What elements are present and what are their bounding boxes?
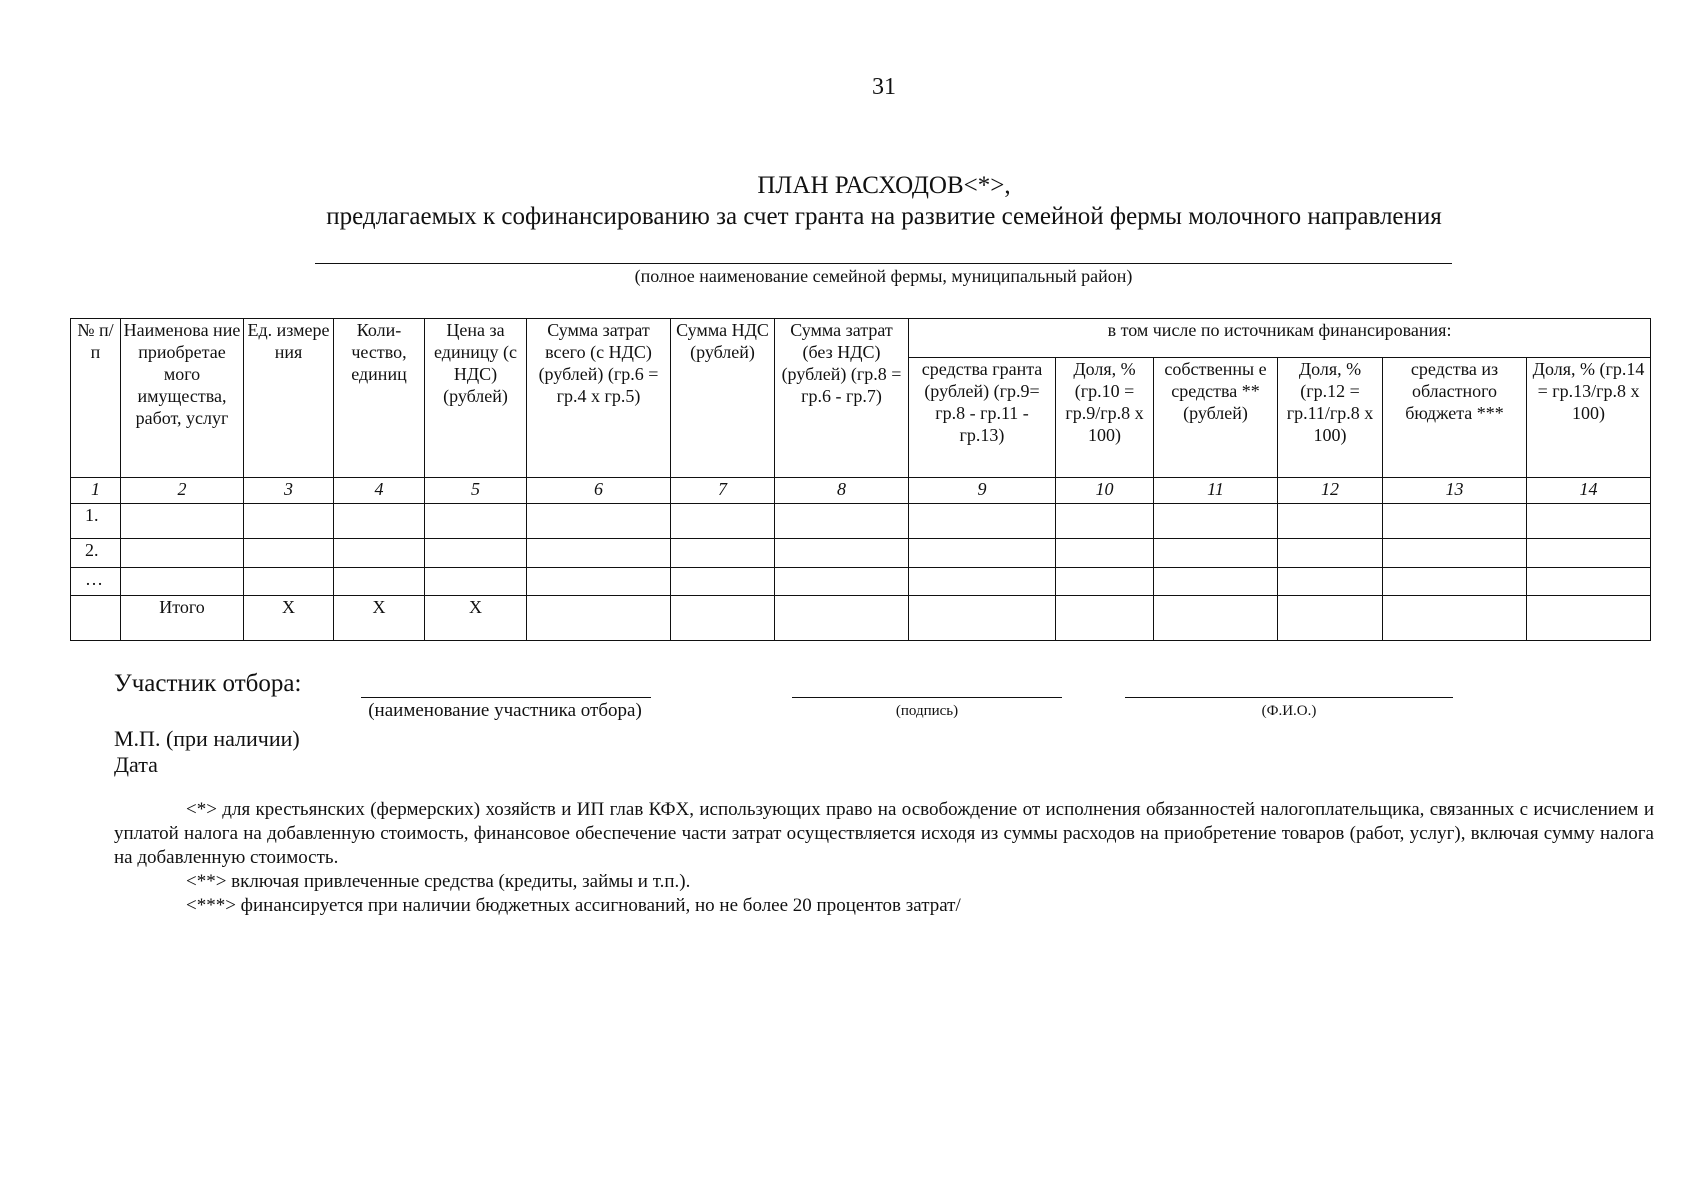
header-vat: Сумма НДС (рублей) [671, 319, 775, 478]
cell-empty [425, 539, 527, 568]
cell-empty [1527, 504, 1651, 539]
cell-empty [1154, 596, 1278, 641]
header-unit-price: Цена за единицу (с НДС) (рублей) [425, 319, 527, 478]
column-number: 3 [244, 478, 334, 504]
header-funding-sources: в том числе по источникам финансирования: [909, 319, 1651, 358]
column-number: 2 [121, 478, 244, 504]
header-cost-without-vat: Сумма затрат (без НДС) (рублей) (гр.8 = гр.6 - гр.7) [775, 319, 909, 478]
cell-empty [121, 539, 244, 568]
cell-empty [1056, 539, 1154, 568]
participant-label: Участник отбора: [114, 670, 302, 697]
date-label: Дата [114, 752, 158, 777]
cell-empty [1056, 568, 1154, 596]
cell-empty [425, 504, 527, 539]
cell-empty [1154, 568, 1278, 596]
header-grant-share: Доля, % (гр.10 = гр.9/гр.8 х 100) [1056, 358, 1154, 478]
column-number: 6 [527, 478, 671, 504]
total-row [71, 596, 1651, 641]
column-number: 9 [909, 478, 1056, 504]
column-number: 10 [1056, 478, 1154, 504]
expense-plan-table [70, 318, 1651, 641]
header-row-number: № п/п [71, 319, 121, 478]
cell-empty [527, 504, 671, 539]
column-number: 13 [1383, 478, 1527, 504]
cell-empty [775, 568, 909, 596]
column-number: 1 [71, 478, 121, 504]
row-number: … [71, 568, 121, 596]
footnote-3: <***> финансируется при наличии бюджетных ассигнований, но не более 20 процентов затрат/ [186, 895, 961, 916]
cell-empty [334, 568, 425, 596]
signature-caption: (подпись) [895, 703, 959, 719]
row-number: 1. [71, 504, 121, 539]
column-number: 8 [775, 478, 909, 504]
header-own-share: Доля, % (гр.12 = гр.11/гр.8 х 100) [1278, 358, 1383, 478]
column-number: 12 [1278, 478, 1383, 504]
participant-name-caption: (наименование участника отбора) [368, 700, 642, 721]
column-number: 4 [334, 478, 425, 504]
row-number: 2. [71, 539, 121, 568]
cell-empty [71, 596, 121, 641]
cell-empty [527, 596, 671, 641]
signature-line [792, 697, 1062, 698]
cell-empty [1383, 596, 1527, 641]
cell-empty [1383, 504, 1527, 539]
cell-empty [425, 568, 527, 596]
document-title: ПЛАН РАСХОДОВ<*>, [757, 172, 1011, 199]
column-number-row [71, 478, 1651, 504]
cell-empty [671, 568, 775, 596]
cell-empty [1278, 568, 1383, 596]
cell-empty [334, 504, 425, 539]
header-total-cost: Сумма затрат всего (с НДС) (рублей) (гр.6 = гр.4 х гр.5) [527, 319, 671, 478]
header-unit: Ед. измере ния [244, 319, 334, 478]
footnotes [114, 798, 1654, 918]
table-row [71, 504, 1651, 539]
column-number: 11 [1154, 478, 1278, 504]
page-number: 31 [872, 74, 896, 100]
fio-caption: (Ф.И.О.) [1261, 703, 1317, 719]
cell-empty [909, 504, 1056, 539]
cell-empty [1154, 504, 1278, 539]
header-grant-funds: средства гранта (рублей) (гр.9= гр.8 - гр.11 - гр.13) [909, 358, 1056, 478]
cell-empty [1527, 596, 1651, 641]
stamp-label: М.П. (при наличии) [114, 726, 300, 751]
cell-empty [775, 504, 909, 539]
fio-line [1125, 697, 1453, 698]
cell-empty [1527, 539, 1651, 568]
column-number: 14 [1527, 478, 1651, 504]
cell-empty [1383, 568, 1527, 596]
cell-empty [671, 539, 775, 568]
header-regional-share: Доля, % (гр.14 = гр.13/гр.8 х 100) [1527, 358, 1651, 478]
header-regional-funds: средства из областного бюджета *** [1383, 358, 1527, 478]
cell-empty [244, 539, 334, 568]
cell-empty [671, 504, 775, 539]
cell-empty [1056, 596, 1154, 641]
total-label: Итого [121, 596, 244, 641]
cell-empty [671, 596, 775, 641]
cell-empty [1154, 539, 1278, 568]
table-row [71, 568, 1651, 596]
header-own-funds: собственны е средства ** (рублей) [1154, 358, 1278, 478]
cell-empty [244, 504, 334, 539]
cell-empty [527, 539, 671, 568]
cell-empty [244, 568, 334, 596]
cell-empty [1278, 504, 1383, 539]
cell-empty [909, 539, 1056, 568]
column-number: 7 [671, 478, 775, 504]
header-quantity: Коли- чество, единиц [334, 319, 425, 478]
cell-empty [775, 596, 909, 641]
cell-empty [1056, 504, 1154, 539]
participant-name-line [361, 697, 651, 698]
total-price-mark: Х [425, 596, 527, 641]
cell-empty [121, 568, 244, 596]
total-unit-mark: Х [244, 596, 334, 641]
cell-empty [1278, 539, 1383, 568]
header-item-name: Наименова ние приобретае мого имущества, работ, услуг [121, 319, 244, 478]
cell-empty [1527, 568, 1651, 596]
column-number: 5 [425, 478, 527, 504]
farm-name-line [315, 263, 1452, 264]
cell-empty [775, 539, 909, 568]
cell-empty [1383, 539, 1527, 568]
footnote-2: <**> включая привлеченные средства (кредиты, займы и т.п.). [186, 871, 691, 892]
table-row [71, 539, 1651, 568]
cell-empty [1278, 596, 1383, 641]
farm-name-caption: (полное наименование семейной фермы, муниципальный район) [634, 266, 1133, 286]
cell-empty [527, 568, 671, 596]
cell-empty [909, 596, 1056, 641]
cell-empty [334, 539, 425, 568]
cell-empty [121, 504, 244, 539]
total-quantity-mark: Х [334, 596, 425, 641]
footnote-1: <*> для крестьянских (фермерских) хозяйств и ИП глав КФХ, использующих право на освобождение от исполнения обязанностей налогоплательщика, связанных с исчислением и уплатой налога на добавленную стоимость, финансовое обеспечение части затрат осуществляется исходя из суммы расходов на приобретение товаров (работ, услуг), включая сумму налога на добавленную стоимость. [114, 799, 1654, 868]
cell-empty [909, 568, 1056, 596]
document-subtitle: предлагаемых к софинансированию за счет гранта на развитие семейной фермы молочного направления [326, 203, 1442, 230]
